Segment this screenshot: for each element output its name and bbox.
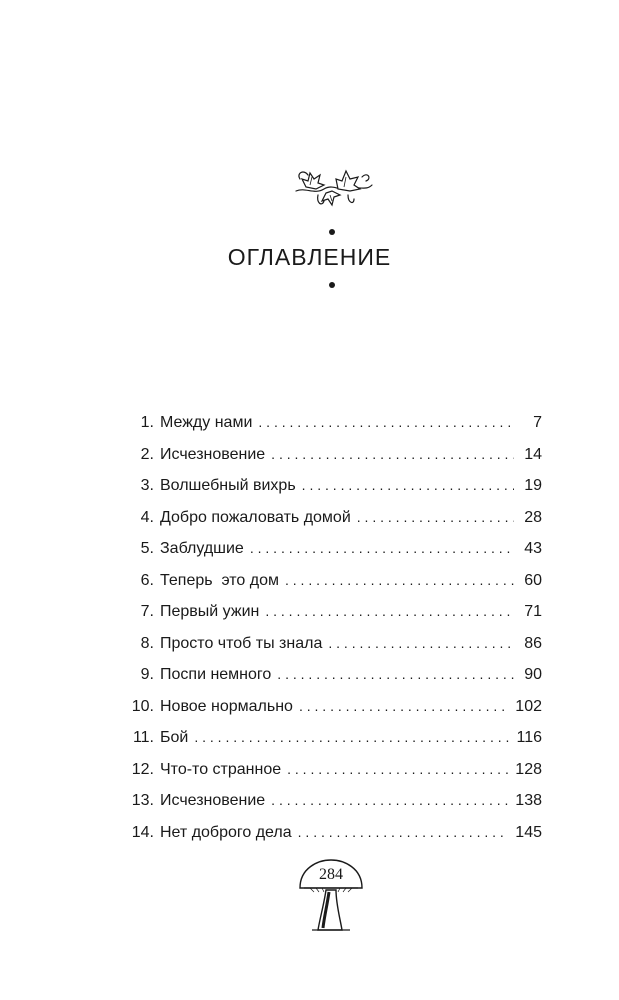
- toc-entry-page: 7: [533, 414, 542, 431]
- toc-entry-title: Теперь это дом: [160, 571, 279, 589]
- vine-leaves-icon: [292, 165, 374, 213]
- toc-dot-leader: [302, 470, 514, 502]
- toc-entry-title: Что-то странное: [160, 760, 282, 778]
- divider-dot-bottom: [329, 282, 335, 288]
- toc-dot-leader: [250, 533, 514, 565]
- toc-entry-number: 6.: [140, 571, 154, 589]
- toc-entry-title: Исчезновение: [160, 792, 266, 809]
- toc-dot-leader: [285, 565, 514, 597]
- page-number: 284: [319, 866, 343, 883]
- toc-entry-title: Нет доброго дела: [160, 823, 292, 841]
- toc-dot-leader: [357, 502, 514, 534]
- toc-entry[interactable]: [120, 407, 542, 439]
- toc-dot-leader: [271, 439, 514, 471]
- toc-entry[interactable]: [120, 502, 542, 534]
- toc-entry-title: Добро пожаловать домой: [160, 508, 351, 526]
- toc-entry-number: 5.: [140, 540, 154, 557]
- toc-entry-number: 12.: [131, 760, 154, 778]
- toc-entry-title: Первый ужин: [160, 603, 260, 620]
- toc-entry[interactable]: [120, 754, 542, 786]
- toc-entry-number: 14.: [131, 823, 154, 841]
- toc-entry[interactable]: [120, 470, 542, 502]
- toc-entry[interactable]: [120, 722, 542, 754]
- toc-entry-title: Заблудшие: [160, 540, 244, 557]
- toc-entry[interactable]: [120, 596, 542, 628]
- toc-dot-leader: [277, 659, 514, 691]
- toc-entry-title: Между нами: [160, 414, 253, 431]
- toc-dot-leader: [194, 722, 510, 754]
- toc-entry-page: 128: [515, 760, 542, 778]
- toc-entry-number: 7.: [140, 603, 154, 620]
- toc-entry-page: 43: [524, 540, 542, 557]
- toc-dot-leader: [287, 754, 509, 786]
- toc-entry-page: 145: [515, 823, 542, 841]
- toc-entry-number: 9.: [140, 666, 154, 683]
- toc-entry-page: 19: [524, 477, 542, 494]
- toc-entry[interactable]: [120, 628, 542, 660]
- toc-entry-number: 2.: [140, 445, 154, 463]
- toc-entry-number: 8.: [140, 634, 154, 652]
- toc-entry-number: 1.: [140, 414, 154, 431]
- page-title: ОГЛАВЛЕНИЕ: [227, 244, 392, 270]
- toc-entry[interactable]: [120, 691, 542, 723]
- toc-entry-title: Поспи немного: [160, 666, 272, 683]
- toc-entry-title: Волшебный вихрь: [160, 477, 296, 494]
- toc-entry-page: 102: [515, 697, 542, 715]
- toc-entry-page: 90: [524, 666, 542, 683]
- toc-entry[interactable]: [120, 565, 542, 597]
- toc-dot-leader: [265, 596, 514, 628]
- toc-entry[interactable]: [120, 439, 542, 471]
- toc-dot-leader: [328, 628, 514, 660]
- toc-entry-title: Новое нормально: [160, 697, 293, 715]
- toc-entry-number: 13.: [131, 792, 154, 809]
- toc-dot-leader: [298, 817, 510, 849]
- toc-entry-number: 10.: [131, 697, 154, 715]
- divider-dot-top: [329, 229, 335, 235]
- toc-entry-title: Просто чтоб ты знала: [160, 634, 323, 652]
- toc-dot-leader: [299, 691, 509, 723]
- toc-entry-page: 71: [524, 603, 542, 620]
- toc-entry-page: 60: [524, 571, 542, 589]
- toc-entry-number: 4.: [140, 508, 154, 526]
- toc-entry-number: 11.: [132, 729, 154, 746]
- toc-entry[interactable]: [120, 659, 542, 691]
- toc-dot-leader: [258, 407, 514, 439]
- toc-dot-leader: [271, 785, 509, 817]
- toc-entry-page: 138: [515, 792, 542, 809]
- toc-entry-title: Исчезновение: [160, 445, 266, 463]
- toc-entry-page: 14: [524, 445, 542, 463]
- toc-entry-title: Бой: [160, 729, 189, 746]
- table-of-contents: [120, 407, 542, 848]
- toc-entry-page: 86: [524, 634, 542, 652]
- toc-entry-page: 28: [524, 508, 542, 526]
- toc-entry[interactable]: [120, 533, 542, 565]
- toc-entry[interactable]: [120, 817, 542, 849]
- toc-entry-page: 116: [516, 729, 542, 746]
- toc-entry-number: 3.: [140, 477, 154, 494]
- toc-entry[interactable]: [120, 785, 542, 817]
